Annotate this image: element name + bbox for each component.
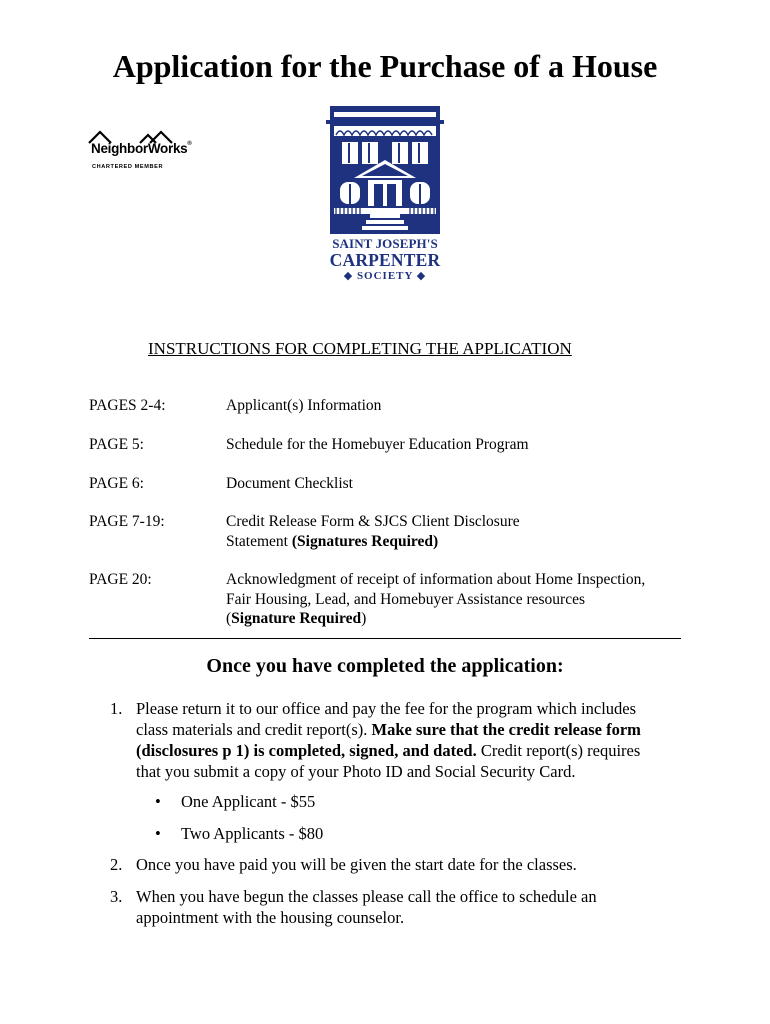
section-divider <box>89 638 681 639</box>
bullet-icon: • <box>155 824 161 843</box>
page-ref: PAGES 2-4: <box>89 397 166 414</box>
neighborworks-logo <box>86 130 192 174</box>
bullet-icon: • <box>155 792 161 811</box>
sjcs-name-line2: CARPENTER <box>329 250 441 270</box>
neighborworks-wordmark: NeighborWorks® <box>91 141 192 156</box>
page-description: Document Checklist <box>226 475 353 492</box>
completed-heading: Once you have completed the application: <box>206 655 564 677</box>
page-ref: PAGE 7-19: <box>89 513 165 530</box>
page-description: Credit Release Form & SJCS Client Disclosure Statement (Signatures Required) <box>226 513 520 550</box>
signature-required-note: Signature Required <box>231 610 362 627</box>
page-description: Applicant(s) Information <box>226 397 382 414</box>
fee-text: One Applicant - $55 <box>181 792 316 811</box>
sjcs-name-line1: SAINT JOSEPH'S <box>332 236 438 251</box>
fee-text: Two Applicants - $80 <box>181 824 324 843</box>
step-number: 2. <box>110 855 123 874</box>
step-number: 1. <box>110 699 123 718</box>
step-text: When you have begun the classes please call the office to schedule an appointment with the housing counselor. <box>136 887 597 927</box>
sjcs-name-line3: ◆ SOCIETY ◆ <box>343 270 427 282</box>
step-text: Please return it to our office and pay the fee for the program which includes class materials and credit report(s). Make sure that the credit release form (disclosures p 1) is completed, signed, and dated. Credit report(s) requires that you submit a copy of your Photo ID and Social Security Card. <box>136 699 641 781</box>
step-text: Once you have paid you will be given the start date for the classes. <box>136 855 577 874</box>
signatures-required-note: (Signatures Required) <box>291 532 439 550</box>
page-ref: PAGE 6: <box>89 475 144 492</box>
page-ref: PAGE 20: <box>89 571 152 588</box>
page-description: Schedule for the Homebuyer Education Program <box>226 436 529 453</box>
rowhouse-facade-icon <box>326 102 444 234</box>
page-title: Application for the Purchase of a House <box>112 48 658 84</box>
step-number: 3. <box>110 887 123 906</box>
page-ref: PAGE 5: <box>89 436 144 453</box>
chartered-member-label: CHARTERED MEMBER <box>92 164 164 170</box>
sjcs-logo <box>326 102 444 290</box>
instructions-heading: INSTRUCTIONS FOR COMPLETING THE APPLICATION <box>148 339 572 358</box>
page-description: Acknowledgment of receipt of information about Home Inspection, Fair Housing, Lead, and Homebuyer Assistance resources (Signature Required) <box>226 571 646 627</box>
